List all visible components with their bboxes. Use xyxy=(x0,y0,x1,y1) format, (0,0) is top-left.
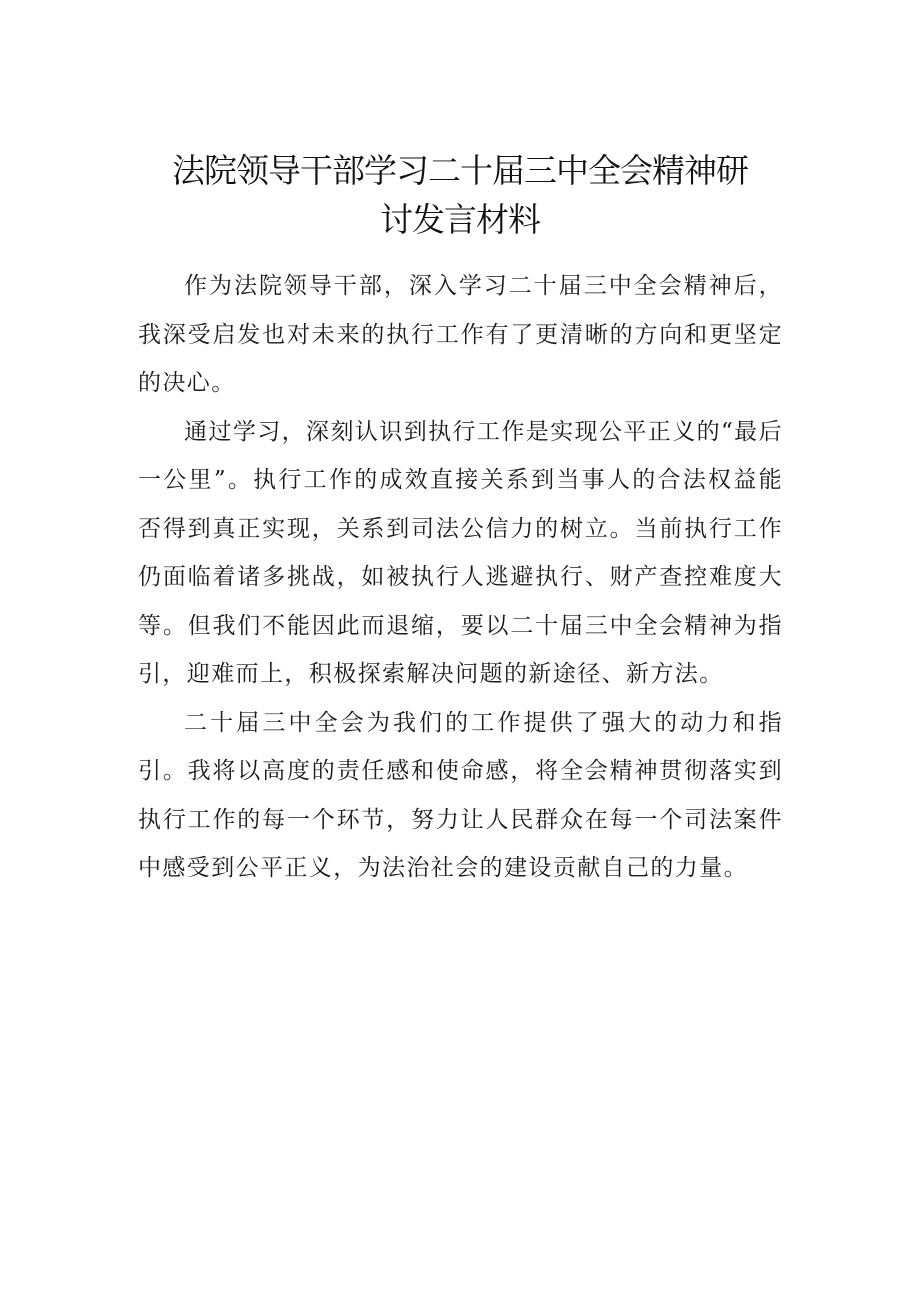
document-body xyxy=(138,262,783,893)
body-paragraph-2: 通过学习，深刻认识到执行工作是实现公平正义的“最后一公里”。执行工作的成效直接关系到当事人的合法权益能否得到真正实现，关系到司法公信力的树立。当前执行工作仍面临着诸多挑战，如被执行人逃避执行、财产查控难度大等。但我们不能因此而退缩，要以二十届三中全会精神为指引，迎难而上，积极探索解决问题的新途径、新方法。 xyxy=(138,418,783,687)
document-title xyxy=(150,146,770,244)
body-paragraph-3: 二十届三中全会为我们的工作提供了强大的动力和指引。我将以高度的责任感和使命感，将全会精神贯彻落实到执行工作的每一个环节，努力让人民群众在每一个司法案件中感受到公平正义，为法治社会的建设贡献自己的力量。 xyxy=(138,709,783,881)
document-title-line-2: 讨发言材料 xyxy=(380,200,540,239)
body-paragraph-1: 作为法院领导干部，深入学习二十届三中全会精神后，我深受启发也对未来的执行工作有了更清晰的方向和更坚定的决心。 xyxy=(138,273,783,396)
document-title-line-1: 法院领导干部学习二十届三中全会精神研 xyxy=(172,151,748,190)
